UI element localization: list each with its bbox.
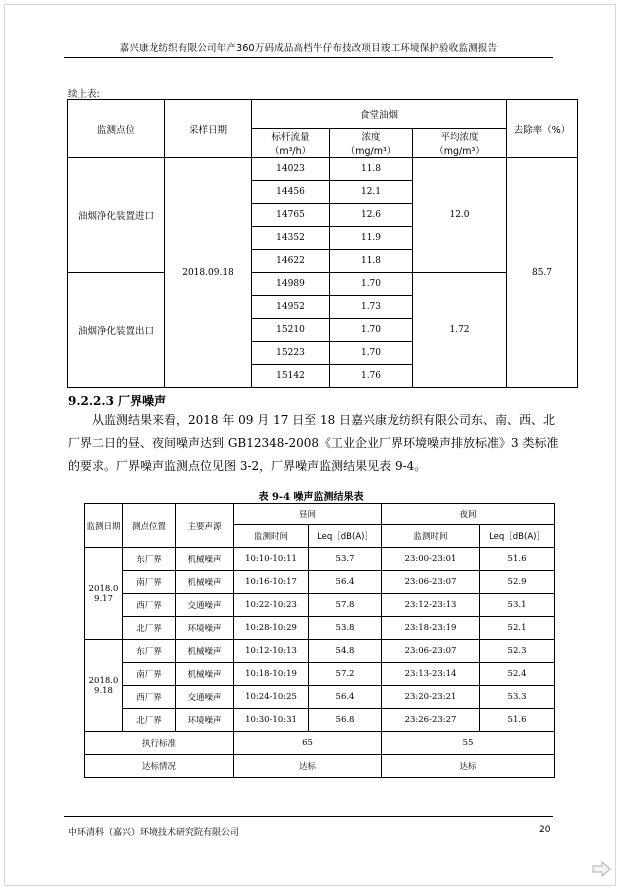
source-cell: 环境噪声 [176,709,234,732]
day-leq-cell: 56.4 [309,686,382,709]
flow-cell: 14023 [252,158,330,181]
night-leq-cell: 53.3 [480,686,555,709]
night-time-cell: 23:20-23:21 [382,686,480,709]
conc-cell: 1.70 [330,319,413,342]
source-cell: 机械噪声 [176,640,234,663]
flow-cell: 14456 [252,181,330,204]
conc-cell: 12.1 [330,181,413,204]
date-cell: 2018.09.18 [85,640,123,732]
header-conc: 浓度 （mg/m³） [330,129,413,158]
day-leq-cell: 54.8 [309,640,382,663]
table-row [85,594,555,617]
rate-cell: 85.7 [507,158,578,388]
table-row [85,709,555,732]
night-leq-cell: 51.6 [480,709,555,732]
header-rule [64,57,553,58]
table-row [85,663,555,686]
night-time-cell: 23:06-23:07 [382,640,480,663]
day-leq-cell: 57.2 [309,663,382,686]
conc-cell: 11.8 [330,250,413,273]
header-day-leq: Leq［dB(A)］ [309,525,382,548]
noise-table [84,503,555,778]
table-row [68,273,578,296]
day-leq-cell: 53.8 [309,617,382,640]
conc-cell: 11.8 [330,158,413,181]
conc-cell: 12.6 [330,204,413,227]
point-cell: 北厂界 [123,709,176,732]
conc-cell: 1.73 [330,296,413,319]
night-time-cell: 23:18-23:19 [382,617,480,640]
day-time-cell: 10:24-10:25 [234,686,309,709]
point-cell: 南厂界 [123,663,176,686]
day-leq-cell: 53.7 [309,548,382,571]
conc-cell: 1.76 [330,365,413,388]
section-title: 9.2.2.3 厂界噪声 [68,394,167,408]
conc-cell: 11.9 [330,227,413,250]
source-cell: 交通噪声 [176,594,234,617]
table-row [85,548,555,571]
header-flow: 标杆流量 （m³/h） [252,129,330,158]
header-date: 监测日期 [85,504,123,548]
day-time-cell: 10:30-10:31 [234,709,309,732]
header-point: 监测点位 [68,100,165,158]
page-header: 嘉兴康龙纺织有限公司年产360万码成品高档牛仔布技改项目竣工环境保护验收监测报告 [119,43,498,54]
night-time-cell: 23:12-23:13 [382,594,480,617]
table-row [85,686,555,709]
header-night-leq: Leq［dB(A)］ [480,525,555,548]
day-time-cell: 10:18-10:19 [234,663,309,686]
standard-label: 执行标准 [85,732,234,755]
night-leq-cell: 52.9 [480,571,555,594]
status-label: 达标情况 [85,755,234,778]
flow-cell: 14622 [252,250,330,273]
flow-cell: 14952 [252,296,330,319]
table-row [85,571,555,594]
source-cell: 机械噪声 [176,663,234,686]
continued-label: 续上表: [68,89,100,100]
conc-cell: 1.70 [330,273,413,296]
day-time-cell: 10:28-10:29 [234,617,309,640]
flow-cell: 14352 [252,227,330,250]
date-cell: 2018.09.17 [85,548,123,640]
header-point: 测点位置 [123,504,176,548]
night-time-cell: 23:00-23:01 [382,548,480,571]
flow-cell: 15223 [252,342,330,365]
status-night: 达标 [382,755,555,778]
flow-cell: 14765 [252,204,330,227]
standard-day: 65 [234,732,382,755]
day-time-cell: 10:22-10:23 [234,594,309,617]
night-leq-cell: 52.4 [480,663,555,686]
night-leq-cell: 51.6 [480,548,555,571]
header-day: 昼间 [234,504,382,525]
header-date: 采样日期 [165,100,252,158]
footer-organization: 中环清科（嘉兴）环境技术研究院有限公司 [68,828,240,838]
night-leq-cell: 53.1 [480,594,555,617]
point-cell: 西厂界 [123,686,176,709]
status-day: 达标 [234,755,382,778]
point-cell: 东厂界 [123,640,176,663]
header-day-time: 监测时间 [234,525,309,548]
point-cell: 东厂界 [123,548,176,571]
source-cell: 机械噪声 [176,571,234,594]
conc-cell: 1.70 [330,342,413,365]
header-night: 夜间 [382,504,555,525]
footer-rule [64,816,553,817]
point-cell: 北厂界 [123,617,176,640]
night-time-cell: 23:06-23:07 [382,571,480,594]
point-cell: 油烟净化装置出口 [68,273,165,388]
night-time-cell: 23:26-23:27 [382,709,480,732]
day-time-cell: 10:12-10:13 [234,640,309,663]
oil-fume-table [67,99,578,388]
flow-cell: 14989 [252,273,330,296]
night-leq-cell: 52.3 [480,640,555,663]
table-row [85,617,555,640]
day-leq-cell: 56.4 [309,571,382,594]
table-row [85,640,555,663]
header-night-time: 监测时间 [382,525,480,548]
source-cell: 交通噪声 [176,686,234,709]
source-cell: 环境噪声 [176,617,234,640]
night-time-cell: 23:13-23:14 [382,663,480,686]
table-row [68,158,578,181]
day-time-cell: 10:16-10:17 [234,571,309,594]
flow-cell: 15210 [252,319,330,342]
body-paragraph: 从监测结果来看，2018 年 09 月 17 日至 18 日嘉兴康龙纺织有限公司东、南、西、北厂界二日的昼、夜间噪声达到 GB12348-2008《工业企业厂界环境噪声排放标准》3 类标准的要求。厂界噪声监测点位见图 3-2，厂界噪声监测结果见表 9-4。 [68,413,559,473]
table-caption: 表 9-4 噪声监测结果表 [258,492,364,503]
point-cell: 西厂界 [123,594,176,617]
date-cell: 2018.09.18 [165,158,252,388]
point-cell: 油烟净化装置进口 [68,158,165,273]
header-source: 主要声源 [176,504,234,548]
page-number: 20 [539,825,551,835]
avg-cell: 12.0 [413,158,507,273]
header-rate: 去除率（%） [507,100,578,158]
avg-cell: 1.72 [413,273,507,388]
flow-cell: 15142 [252,365,330,388]
day-leq-cell: 57.8 [309,594,382,617]
point-cell: 南厂界 [123,571,176,594]
day-time-cell: 10:10-10:11 [234,548,309,571]
night-leq-cell: 52.1 [480,617,555,640]
header-group: 食堂油烟 [252,100,507,129]
header-avg: 平均浓度 （mg/m³） [413,129,507,158]
standard-night: 55 [382,732,555,755]
source-cell: 机械噪声 [176,548,234,571]
next-page-arrow-icon[interactable] [592,860,612,878]
day-leq-cell: 56.8 [309,709,382,732]
